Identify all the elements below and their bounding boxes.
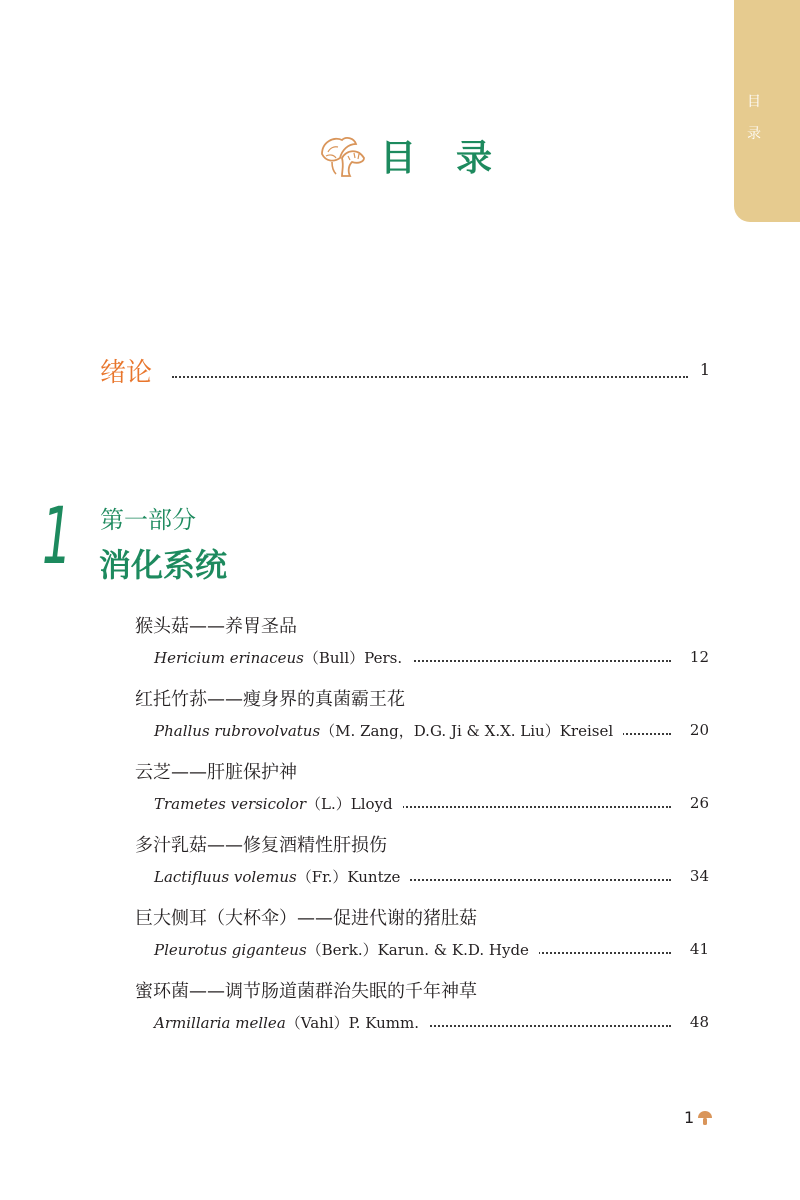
entry-scientific-name (154, 866, 410, 887)
entry-scientific-name (154, 939, 539, 960)
entry-latin-genus-species: Phallus rubrovolvatus (154, 722, 321, 740)
page-title: 目录 (380, 138, 533, 179)
entry-title: 猴头菇——养胃圣品 (135, 616, 297, 637)
entry-scientific-name (154, 647, 412, 668)
part-label: 第一部分 (100, 506, 196, 534)
entry-title: 蜜环菌——调节肠道菌群治失眠的千年神草 (135, 981, 477, 1002)
entry-scientific-name (154, 1012, 429, 1033)
entry-title: 多汁乳菇——修复酒精性肝损伤 (135, 835, 387, 856)
entry-page-number: 34 (689, 867, 709, 885)
intro-title: 绪论 (100, 358, 153, 388)
entry-title: 云芝——肝脏保护神 (135, 762, 297, 783)
entry-latin-author: （Berk.）Karun. & K.D. Hyde (306, 941, 529, 959)
entry-page-number: 41 (689, 940, 709, 958)
dot-leader (172, 376, 688, 378)
entry-page-number: 48 (689, 1013, 709, 1031)
mushroom-icon (318, 132, 366, 178)
entry-latin-author: （Vahl）P. Kumm. (285, 1014, 419, 1032)
entry-latin-genus-species: Hericium erinaceus (154, 649, 304, 667)
toc-entry[interactable] (135, 977, 709, 1039)
entry-scientific-name (154, 793, 403, 814)
side-tab-label: 目 录 (747, 94, 761, 142)
entry-latin-author: （Bull）Pers. (303, 649, 403, 667)
side-tab (734, 0, 800, 222)
part-number: 1 (42, 492, 72, 582)
part-title: 消化系统 (99, 546, 228, 584)
toc-entry[interactable] (135, 758, 709, 820)
entry-page-number: 20 (689, 721, 709, 739)
entry-latin-author: （L.）Lloyd (306, 795, 393, 813)
entry-latin-genus-species: Trametes versicolor (154, 795, 307, 813)
entry-latin-author: （M. Zang，D.G. Ji & X.X. Liu）Kreisel (320, 722, 614, 740)
entry-title: 巨大侧耳（大杯伞）——促进代谢的猪肚菇 (135, 908, 477, 929)
toc-intro[interactable] (100, 350, 710, 394)
toc-entry[interactable] (135, 831, 709, 893)
toc-entry[interactable] (135, 904, 709, 966)
entry-latin-author: （Fr.）Kuntze (296, 868, 401, 886)
toc-entry[interactable] (135, 685, 709, 747)
page-number: 1 (684, 1108, 695, 1127)
mushroom-icon (697, 1110, 713, 1126)
entry-latin-genus-species: Lactifluus volemus (154, 868, 297, 886)
intro-page-number: 1 (699, 360, 710, 379)
entry-page-number: 26 (689, 794, 709, 812)
toc-entry[interactable] (135, 612, 709, 674)
entry-scientific-name (154, 720, 623, 741)
entry-page-number: 12 (689, 648, 709, 666)
entry-latin-genus-species: Pleurotus giganteus (154, 941, 307, 959)
entry-title: 红托竹荪——瘦身界的真菌霸王花 (135, 689, 405, 710)
entry-latin-genus-species: Armillaria mellea (154, 1014, 286, 1032)
page-header (318, 128, 533, 184)
